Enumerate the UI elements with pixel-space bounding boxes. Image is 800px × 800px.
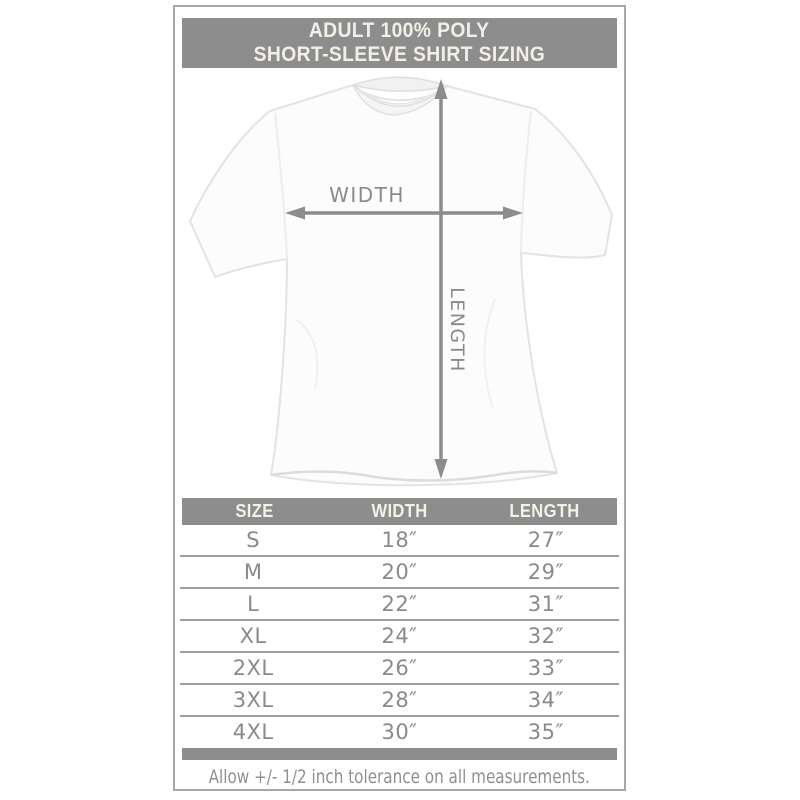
cell-size: 2XL (232, 656, 274, 680)
tolerance-note (175, 762, 624, 792)
table-row-3xl (180, 685, 619, 717)
table-row-l (180, 589, 619, 621)
cell-size: M (243, 560, 263, 584)
table-row-4xl (180, 717, 619, 747)
cell-length: 29″ (527, 560, 564, 584)
column-header-size: SIZE (235, 501, 274, 521)
cell-width: 20″ (381, 560, 418, 584)
table-row-xl (180, 621, 619, 653)
tolerance-note-text: Allow +/- 1/2 inch tolerance on all measurements. (208, 766, 591, 788)
size-table-body (180, 525, 619, 747)
cell-length: 33″ (527, 656, 564, 680)
cell-size: S (246, 528, 261, 552)
cell-width: 24″ (381, 624, 418, 648)
footer-divider-bar (182, 748, 617, 760)
width-label: WIDTH (329, 183, 405, 207)
column-header-length: LENGTH (509, 501, 580, 521)
cell-width: 26″ (381, 656, 418, 680)
cell-width: 28″ (381, 688, 418, 712)
cell-size: 4XL (232, 720, 274, 744)
cell-width: 22″ (381, 592, 418, 616)
cell-length: 34″ (527, 688, 564, 712)
cell-width: 30″ (381, 720, 418, 744)
cell-size: 3XL (232, 688, 274, 712)
cell-size: XL (239, 624, 267, 648)
cell-length: 32″ (527, 624, 564, 648)
title-bar (182, 18, 617, 68)
cell-length: 27″ (527, 528, 564, 552)
cell-size: L (247, 592, 260, 616)
column-header-width: WIDTH (371, 501, 428, 521)
sizing-card (173, 5, 626, 791)
table-row-2xl (180, 653, 619, 685)
length-label: LENGTH (446, 287, 468, 373)
cell-length: 31″ (527, 592, 564, 616)
title-line-2: SHORT-SLEEVE SHIRT SIZING (253, 43, 546, 66)
cell-width: 18″ (381, 528, 418, 552)
table-row-m (180, 557, 619, 589)
size-table-header (182, 498, 617, 525)
title-line-1: ADULT 100% POLY (309, 19, 490, 42)
table-row-s (180, 525, 619, 557)
tshirt-graphic (190, 77, 612, 485)
shirt-measurement-diagram (175, 69, 624, 498)
cell-length: 35″ (527, 720, 564, 744)
